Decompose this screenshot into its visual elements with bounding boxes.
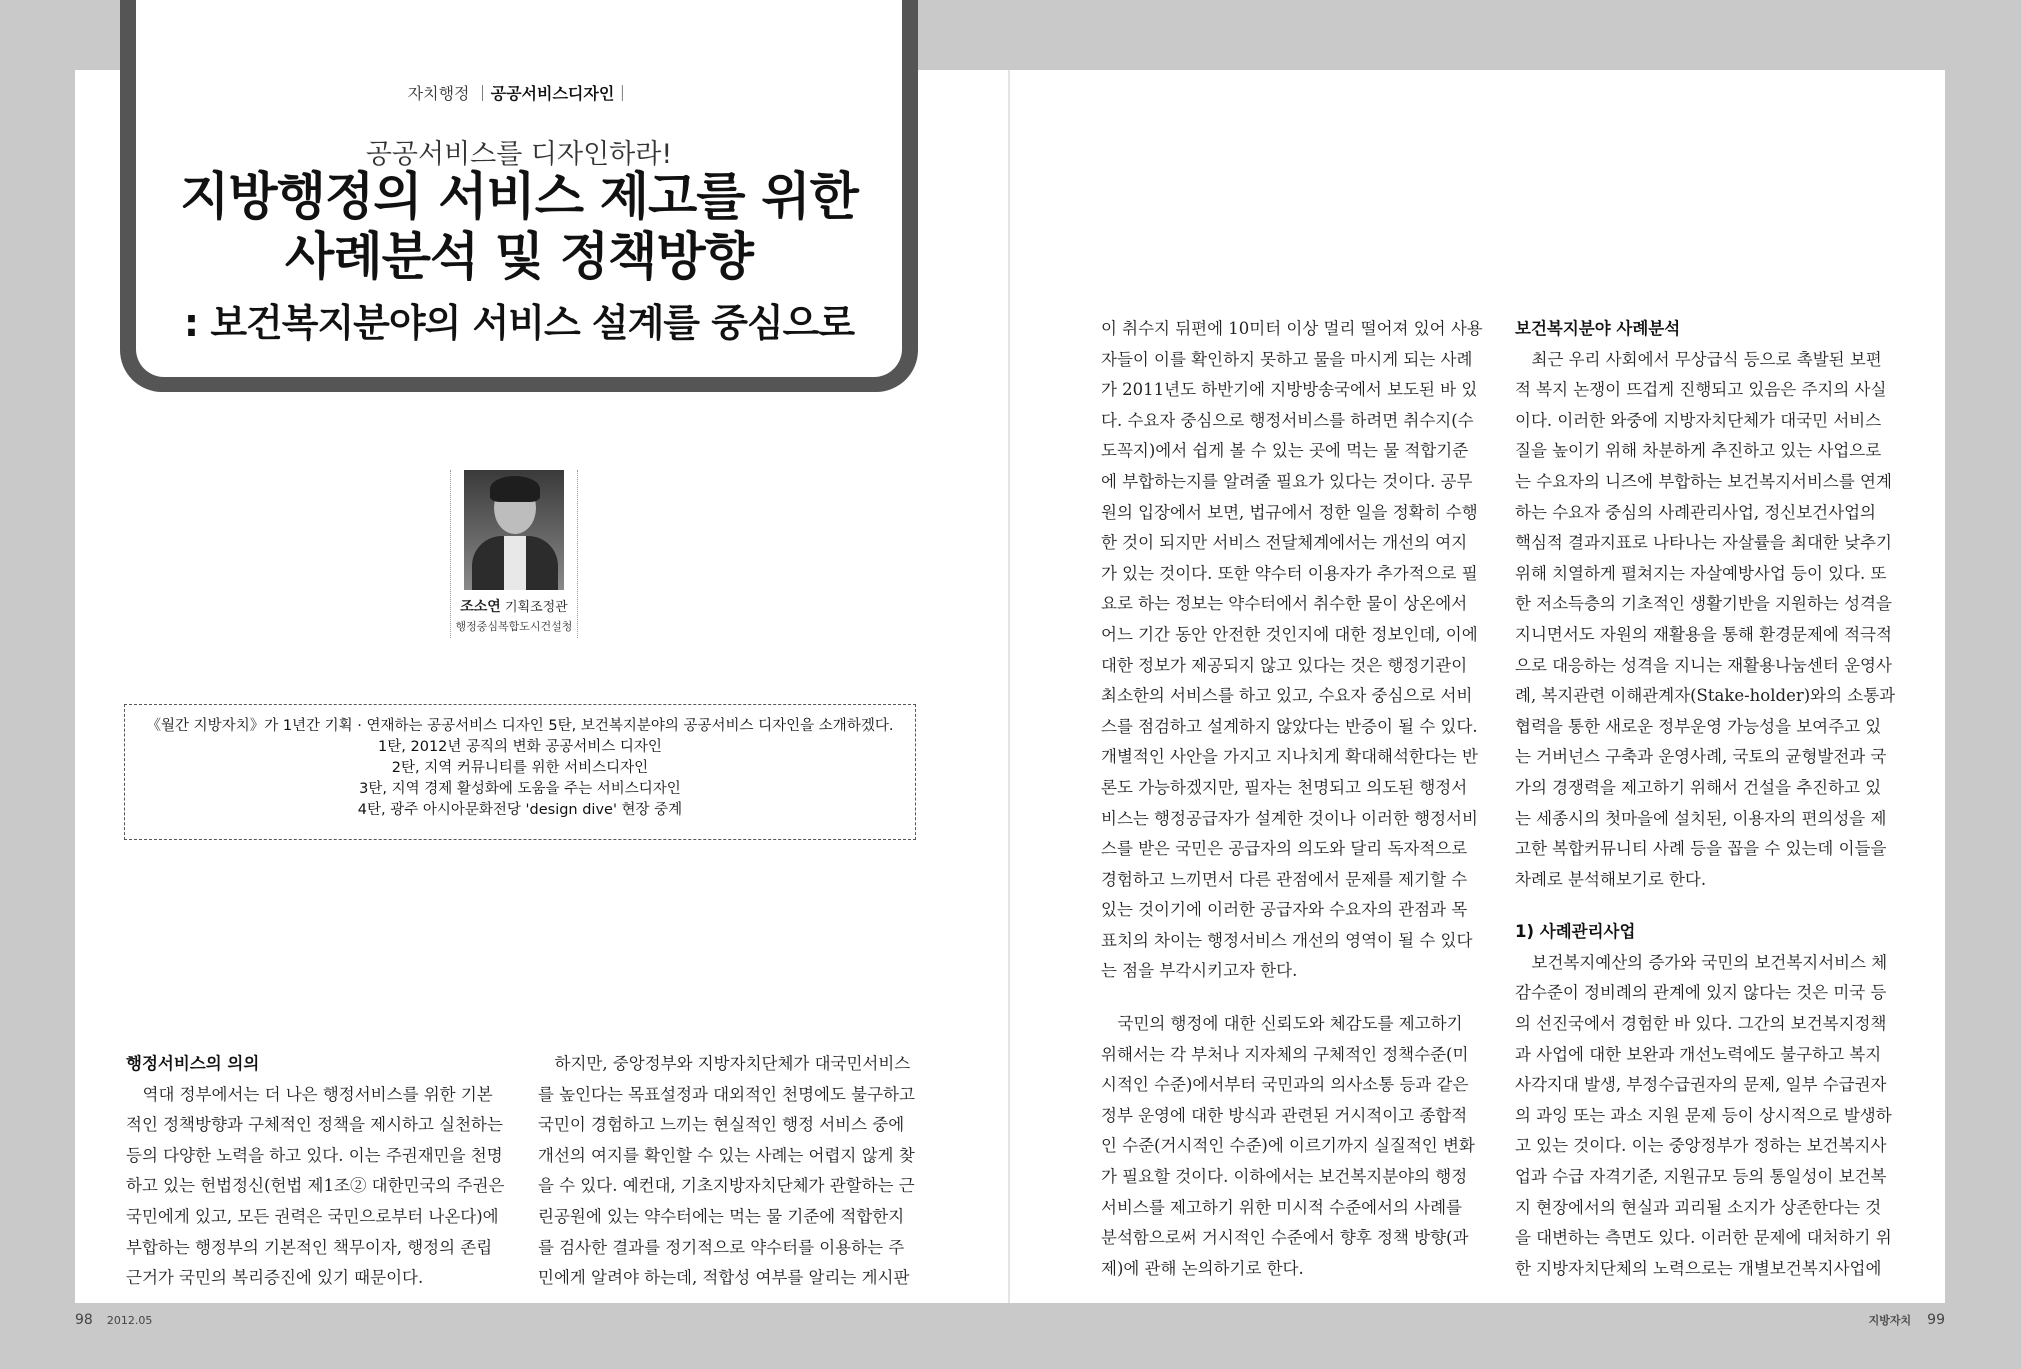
title-line-2: 사례분석 및 정책방향 [285, 228, 753, 287]
body-line: 있는 것이기에 이러한 공급자와 수요자의 관점과 목 [1101, 900, 1468, 920]
body-line: 어느 기간 동안 안전한 것인지에 대한 정보인데, 이에 [1101, 624, 1478, 644]
body-line: 는 세종시의 첫마을에 설치된, 이용자의 편의성을 제 [1515, 808, 1887, 828]
issue-date: 2012.05 [106, 1314, 153, 1327]
series-item: 3탄, 지역 경제 활성화에 도움을 주는 서비스디자인 [359, 781, 681, 797]
body-line: 의 과잉 또는 과소 지원 문제 등이 상시적으로 발생하 [1515, 1105, 1892, 1125]
body-line: 정부 운영에 대한 방식과 관련된 거시적이고 종합적 [1101, 1105, 1468, 1125]
body-line: 인 수준(거시적인 수준)에 이르기까지 실질적인 변화 [1101, 1136, 1475, 1156]
body-line: 하고 있는 헌법정신(헌법 제1조② 대한민국의 주권은 [126, 1176, 505, 1196]
body-line: 위해 치열하게 펼쳐지는 자살예방사업 등이 있다. 또 [1515, 563, 1887, 583]
body-line: 경험하고 느끼면서 다른 관점에서 문제를 제기할 수 [1101, 869, 1468, 889]
body-line: 에 부합하는지를 알려줄 필요가 있다는 것이다. 공무 [1101, 471, 1473, 491]
body-line: 스를 점검하고 설계하지 않았다는 반증이 될 수 있다. [1101, 716, 1478, 736]
body-line: 민에게 알려야 하는데, 적합성 여부를 알리는 게시판 [538, 1268, 910, 1288]
body-line: 가 2011년도 하반기에 지방방송국에서 보도된 바 있 [1101, 380, 1478, 400]
page-number: 99 [1927, 1312, 1945, 1328]
right-folio [1869, 1312, 1945, 1328]
body-line: 를 높인다는 목표설정과 대외적인 천명에도 불구하고 [538, 1084, 915, 1104]
body-line: 이 취수지 뒤편에 10미터 이상 멀리 떨어져 있어 사용 [1101, 319, 1483, 338]
body-line: 고 있는 것이다. 이는 중앙정부가 정하는 보건복지사 [1515, 1136, 1887, 1156]
body-line: 한 저소득층의 기초적인 생활기반을 지원하는 성격을 [1515, 594, 1892, 614]
author-name: 조소연 [460, 599, 501, 615]
body-line: 근거가 국민의 복리증진에 있기 때문이다. [126, 1268, 424, 1288]
article-title [136, 168, 902, 288]
body-line: 가 있는 것이다. 또한 약수터 이용자가 추가적으로 필 [1101, 563, 1478, 583]
body-line: 적인 정책방향과 구체적인 정책을 제시하고 실천하는 [126, 1115, 503, 1135]
body-line: 감수준이 정비례의 관계에 있지 않다는 것은 미국 등 [1515, 983, 1887, 1003]
body-line: 사각지대 발생, 부정수급권자의 문제, 일부 수급권자 [1515, 1075, 1887, 1095]
body-line: 가의 경쟁력을 제고하기 위해서 건설을 추진하고 있 [1515, 777, 1882, 797]
body-line: 차례로 분석해보기로 한다. [1515, 869, 1707, 889]
subsection-heading: 1) 사례관리사업 [1515, 922, 1636, 942]
body-line: 가 필요할 것이다. 이하에서는 보건복지분야의 행정 [1101, 1167, 1468, 1187]
body-line: 하지만, 중앙정부와 지방자치단체가 대국민서비스 [538, 1054, 911, 1073]
page-number: 98 [75, 1312, 93, 1328]
author-position: 기획조정관 [504, 600, 568, 615]
section-heading: 보건복지분야 사례분석 [1515, 319, 1681, 338]
left-column-2 [538, 1049, 918, 1294]
body-line: 의 선진국에서 경험한 바 있다. 그간의 보건복지정책 [1515, 1014, 1887, 1034]
body-line: 최소한의 서비스를 하고 있고, 수요자 중심으로 서비 [1101, 686, 1473, 706]
body-line: 질을 높이기 위해 차분하게 추진하고 있는 사업으로 [1515, 441, 1882, 461]
author-card [450, 470, 578, 638]
body-line: 제)에 관해 논의하기로 한다. [1101, 1258, 1304, 1278]
body-line: 개별적인 사안을 가지고 지나치게 확대해석한다는 반 [1101, 747, 1478, 767]
title-line-1: 지방행정의 서비스 제고를 위한 [180, 168, 858, 227]
body-line: 역대 정부에서는 더 나은 행정서비스를 위한 기본 [126, 1084, 493, 1104]
body-line: 고한 복합커뮤니티 사례 등을 꼽을 수 있는데 이들을 [1515, 839, 1887, 859]
body-line: 서비스를 제고하기 위한 미시적 수준에서의 사례를 [1101, 1197, 1462, 1217]
body-line: 시적인 수준)에서부터 국민과의 의사소통 등과 같은 [1101, 1075, 1469, 1095]
body-line: 을 수 있다. 예컨대, 기초지방자치단체가 관할하는 근 [538, 1176, 915, 1196]
left-column-1 [126, 1049, 506, 1294]
body-line: 를 검사한 결과를 정기적으로 약수터를 이용하는 주 [538, 1237, 905, 1257]
body-line: 지니면서도 자원의 재활용을 통해 환경문제에 적극적 [1515, 624, 1892, 644]
topic-label: 공공서비스디자인 [490, 84, 615, 103]
body-line: 부합하는 행정부의 기본적인 책무이자, 행정의 존립 [126, 1237, 493, 1257]
body-line: 으로 대응하는 성격을 지니는 재활용나눔센터 운영사 [1515, 655, 1892, 675]
article-subtitle: : 보건복지분야의 서비스 설계를 중심으로 [183, 301, 855, 345]
series-item: 4탄, 광주 아시아문화전당 'design dive' 현장 중계 [357, 802, 683, 818]
body-line: 보건복지예산의 증가와 국민의 보건복지서비스 체 [1515, 952, 1888, 972]
body-line: 린공원에 있는 약수터에는 먹는 물 기준에 적합한지 [538, 1206, 905, 1226]
right-column-2 [1515, 314, 1895, 1284]
body-line: 위해서는 각 부처나 지자체의 구체적인 정책수준(미 [1101, 1044, 1469, 1064]
body-line: 스를 받은 국민은 공급자의 의도와 달리 독자적으로 [1101, 839, 1468, 859]
body-line: 핵심적 결과지표로 나타나는 자살률을 최대한 낮추기 [1515, 533, 1892, 553]
magazine-name: 지방자치 [1868, 1314, 1912, 1327]
body-line: 적 복지 논쟁이 뜨겁게 진행되고 있음은 주지의 사실 [1515, 380, 1887, 400]
author-affiliation: 행정중심복합도시건설청 [455, 620, 573, 633]
section-label: 자치행정 [407, 84, 470, 103]
body-line: 례, 복지관련 이해관계자(Stake-holder)와의 소통과 [1515, 686, 1896, 706]
series-infobox [124, 704, 916, 840]
body-line: 한 지방자치단체의 노력으로는 개별보건복지사업에 [1515, 1258, 1882, 1278]
body-line: 론도 가능하겠지만, 필자는 천명되고 의도된 행정서 [1101, 777, 1468, 797]
author-photo [464, 470, 564, 590]
body-line: 국민의 행정에 대한 신뢰도와 체감도를 제고하기 [1101, 1014, 1463, 1034]
body-line: 표치의 차이는 행정서비스 개선의 영역이 될 수 있다 [1101, 930, 1473, 950]
body-line: 분석함으로써 거시적인 수준에서 향후 정책 방향(과 [1101, 1228, 1469, 1248]
section-heading: 행정서비스의 의의 [126, 1054, 260, 1073]
body-line: 개선의 여지를 확인할 수 있는 사례는 어렵지 않게 찾 [538, 1145, 915, 1165]
series-item: 1탄, 2012년 공직의 변화 공공서비스 디자인 [378, 739, 662, 755]
body-line: 요로 하는 정보는 약수터에서 취수한 물이 상온에서 [1101, 594, 1468, 614]
series-intro: 《월간 지방자치》가 1년간 기획 · 연재하는 공공서비스 디자인 5탄, 보건복지분야의 공공서비스 디자인을 소개하겠다. [146, 718, 894, 734]
left-folio [75, 1312, 152, 1328]
body-line: 을 대변하는 측면도 있다. 이러한 문제에 대처하기 위 [1515, 1228, 1892, 1248]
body-line: 대한 정보가 제공되지 않고 있다는 것은 행정기관이 [1101, 655, 1468, 675]
article-kicker: 공공서비스를 디자인하라! [365, 139, 673, 170]
body-line: 자들이 이를 확인하지 못하고 물을 마시게 되는 사례 [1101, 349, 1473, 369]
body-line: 다. 수요자 중심으로 행정서비스를 하려면 취수지(수 [1101, 410, 1474, 430]
body-line: 업과 수급 자격기준, 지원규모 등의 통일성이 보건복 [1515, 1167, 1887, 1187]
body-line: 이다. 이러한 와중에 지방자치단체가 대국민 서비스 [1515, 410, 1882, 430]
body-line: 국민에게 있고, 모든 권력은 국민으로부터 나온다)에 [126, 1206, 499, 1226]
author-name-line [451, 596, 577, 616]
body-line: 도꼭지)에서 쉽게 볼 수 있는 곳에 먹는 물 적합기준 [1101, 441, 1469, 461]
body-line: 국민이 경험하고 느끼는 현실적인 행정 서비스 중에 [538, 1115, 905, 1135]
body-line: 는 점을 부각시키고자 한다. [1101, 961, 1298, 981]
title-panel [136, 0, 902, 377]
title-frame [120, 0, 918, 392]
body-line: 협력을 통한 새로운 정부운영 가능성을 보여주고 있 [1515, 716, 1882, 736]
body-line: 등의 다양한 노력을 하고 있다. 이는 주권재민을 천명 [126, 1145, 503, 1165]
body-line: 비스는 행정공급자가 설계한 것이나 이러한 행정서비 [1101, 808, 1478, 828]
series-item: 2탄, 지역 커뮤니티를 위한 서비스디자인 [391, 760, 649, 776]
body-line: 는 거버넌스 구축과 운영사례, 국토의 균형발전과 국 [1515, 747, 1887, 767]
right-column-1 [1101, 314, 1481, 1284]
body-line: 하는 수요자 중심의 사례관리사업, 정신보건사업의 [1515, 502, 1876, 522]
body-line: 원의 입장에서 보면, 법규에서 정한 일을 정확히 수행 [1101, 502, 1478, 522]
body-line: 는 수요자의 니즈에 부합하는 보건복지서비스를 연계 [1515, 471, 1892, 491]
body-line: 지 현장에서의 현실과 괴리될 소지가 상존한다는 것 [1515, 1197, 1882, 1217]
body-line: 과 사업에 대한 보완과 개선노력에도 불구하고 복지 [1515, 1044, 1882, 1064]
body-line: 한 것이 되지만 서비스 전달체계에서는 개선의 여지 [1101, 533, 1468, 553]
body-line: 최근 우리 사회에서 무상급식 등으로 촉발된 보편 [1515, 349, 1882, 369]
section-tag: 자치행정 ｜공공서비스디자인｜ [407, 84, 631, 103]
